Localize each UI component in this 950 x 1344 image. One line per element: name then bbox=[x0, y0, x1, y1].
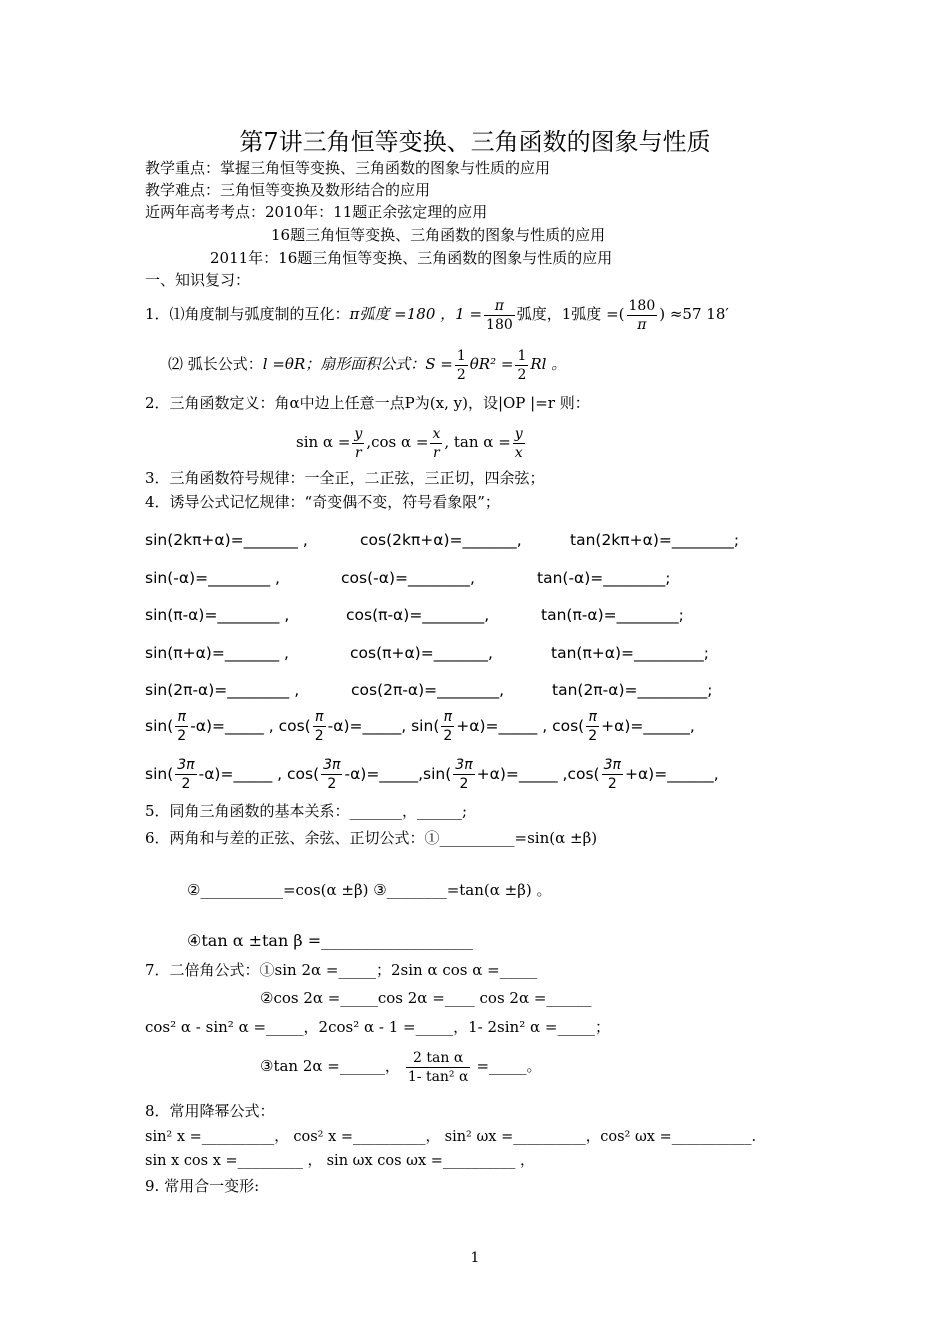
item5-basic-relations: 5．同角三角函数的基本关系：_______，______; bbox=[145, 802, 468, 820]
exam-points-2011: 2011年：16题三角恒等变换、三角函数的图象与性质的应用 bbox=[210, 249, 613, 267]
induction-row-3-cos: cos(π-α)=________, bbox=[346, 606, 490, 624]
induction-row-2: sin(-α)=________ , bbox=[145, 569, 280, 587]
arc-formula: l =θR；扇形面积公式：S = bbox=[262, 355, 453, 373]
fraction: $\frac{1}{2}$ bbox=[456, 347, 466, 383]
section-heading: 一、知识复习： bbox=[145, 271, 251, 289]
induction-row-1-tan: tan(2kπ+α)=________; bbox=[570, 531, 740, 549]
item1-arc-length bbox=[168, 346, 566, 384]
item1-label: 1．⑴角度制与弧度制的互化： bbox=[145, 305, 350, 323]
item1-formula1: π弧度 =180 ，1 = bbox=[349, 305, 483, 323]
induction-row-4-cos: cos(π+α)=_______, bbox=[350, 644, 493, 662]
item2-trig-ratios: sin α = $\frac{y}{r}$ ,cos α = $\frac{x}{r}$ , tan α = $\frac{y}{x}$ bbox=[296, 425, 523, 461]
fraction: $\frac{\pi}{180}$ bbox=[486, 297, 513, 333]
item2-definition: 2．三角函数定义：角α中边上任意一点P为(x, y)，设|OP |=r 则： bbox=[145, 394, 590, 412]
arc-prefix: ⑵ 弧长公式： bbox=[168, 355, 263, 373]
sector-formula: θR² = bbox=[469, 355, 514, 373]
item7-cos-forms: cos² α - sin² α =_____，2cos² α - 1 =_____，1- 2sin² α =_____； bbox=[145, 1018, 610, 1036]
page-number: 1 bbox=[470, 1250, 480, 1266]
induction-row-5-cos: cos(2π-α)=________, bbox=[351, 681, 505, 699]
sector-end: Rl 。 bbox=[530, 355, 567, 373]
induction-row-4-tan: tan(π+α)=_________; bbox=[551, 644, 709, 662]
exam-points-2010-b: 16题三角恒等变换、三角函数的图象与性质的应用 bbox=[271, 226, 606, 244]
induction-row-1-cos: cos(2kπ+α)=_______, bbox=[360, 531, 522, 549]
induction-row-2-tan: tan(-α)=________; bbox=[537, 569, 671, 587]
induction-row-4: sin(π+α)=_______ , bbox=[145, 644, 289, 662]
item8-heading: 8．常用降幂公式： bbox=[145, 1102, 275, 1120]
item9-heading: 9. 常用合一变形: bbox=[145, 1177, 260, 1195]
exam-points-2010: 近两年高考考点：2010年：11题正余弦定理的应用 bbox=[145, 203, 488, 221]
induction-row-1: sin(2kπ+α)=_______ , bbox=[145, 531, 308, 549]
item6-tan-sum: ④tan α ±tan β =___________________ bbox=[187, 931, 474, 950]
item1-mid: 弧度，1弧度 =( bbox=[516, 305, 625, 323]
item8-power-reduction: sin² x =__________， cos² x =__________， sin² ωx =__________，cos² ωx =___________. bbox=[145, 1129, 757, 1145]
item1-angle-conversion bbox=[145, 296, 729, 334]
induction-row-5-tan: tan(2π-α)=_________; bbox=[552, 681, 713, 699]
item1-end: ) ≈57 18′ bbox=[659, 305, 729, 323]
induction-row-3-tan: tan(π-α)=________; bbox=[541, 606, 684, 624]
fraction: $\frac{1}{2}$ bbox=[517, 347, 527, 383]
item3-sign-rule: 3．三角函数符号规律：一全正，二正弦，三正切，四余弦； bbox=[145, 469, 545, 487]
item7-cos-double: ②cos 2α =_____cos 2α =____ cos 2α =______ bbox=[260, 989, 592, 1007]
teaching-focus: 教学重点：掌握三角恒等变换、三角函数的图象与性质的应用 bbox=[145, 159, 551, 177]
item4-induction-rule: 4．诱导公式记忆规律：“奇变偶不变，符号看象限”； bbox=[145, 493, 500, 511]
induction-row-2-cos: cos(-α)=________, bbox=[341, 569, 475, 587]
fraction: $\frac{180}{\pi}$ bbox=[628, 297, 656, 333]
induction-row-7: sin( $\frac{3\pi}{2}$ -α)=_____ , cos( $\frac{3\pi}{2}$ -α)=_____,sin( $\frac{3\pi}{2}$ +α)=_____ ,cos( $\frac{3\pi}{2}$ +α)=______, bbox=[145, 757, 719, 792]
induction-row-6: sin( $\frac{\pi}{2}$ -α)=_____ , cos( $\frac{\pi}{2}$ -α)=_____, sin( $\frac{\pi}{2}$ +α)=_____ , cos( $\frac{\pi}{2}$ +α)=______, bbox=[145, 709, 695, 744]
induction-row-3: sin(π-α)=________ , bbox=[145, 606, 290, 624]
item6-sum-formulas: 6．两角和与差的正弦、余弦、正切公式：①__________=sin(α ±β) bbox=[145, 829, 598, 847]
teaching-difficulty: 教学难点：三角恒等变换及数形结合的应用 bbox=[145, 181, 431, 199]
page-title: 第7讲三角恒等变换、三角函数的图象与性质 bbox=[239, 128, 711, 156]
item8-product: sin x cos x =_________ ， sin ωx cos ωx =__________ ， bbox=[145, 1153, 535, 1169]
induction-row-5: sin(2π-α)=________ , bbox=[145, 681, 300, 699]
item6-cos-tan: ②___________=cos(α ±β) ③________=tan(α ±β) 。 bbox=[187, 881, 552, 899]
item7-tan-double: ③tan 2α =______， $\frac{\text{2 tan α}}{\text{1- tan² α}}$ =_____。 bbox=[260, 1049, 542, 1085]
item7-double-angle: 7．二倍角公式：①sin 2α =_____；2sin α cos α =_____ bbox=[145, 961, 538, 979]
